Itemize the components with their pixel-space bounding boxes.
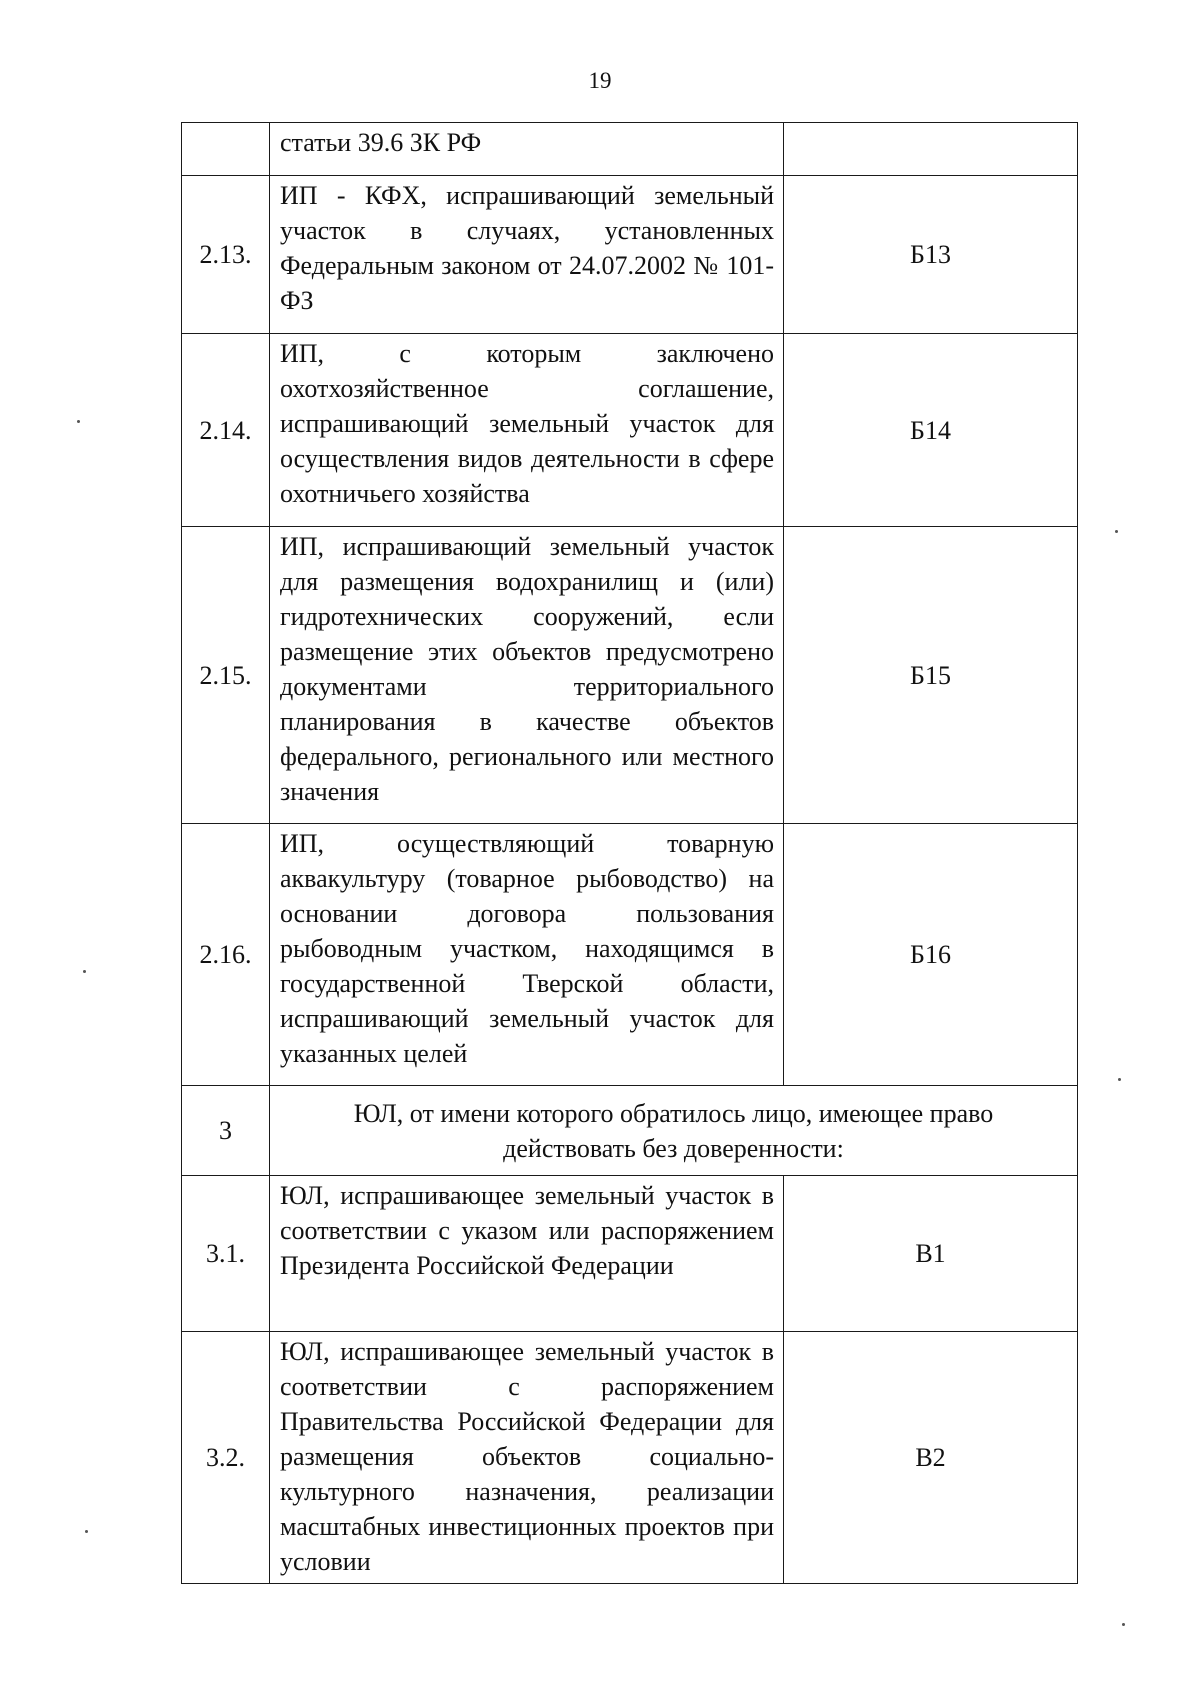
section-number: 3 (182, 1086, 270, 1176)
row-description-text: статьи 39.6 ЗК РФ (280, 128, 482, 157)
row-code: Б14 (784, 334, 1078, 527)
section-title: ЮЛ, от имени которого обратилось лицо, имеющее право действовать без доверенности: (270, 1086, 1078, 1176)
scan-speck (1118, 1078, 1121, 1081)
row-number: 2.16. (182, 824, 270, 1086)
row-number: 3.1. (182, 1176, 270, 1332)
table-row (182, 527, 1078, 824)
scan-speck (85, 1530, 88, 1533)
row-description-text: ИП - КФХ, испрашивающий земельный участок в случаях, установленных Федеральным законом от 24.07.2002 № 101-ФЗ (280, 181, 774, 315)
row-description (270, 334, 784, 527)
row-number: 3.2. (182, 1332, 270, 1584)
scan-speck (83, 970, 86, 973)
scan-speck (1122, 1623, 1125, 1626)
scan-speck (1115, 530, 1118, 533)
row-code: Б13 (784, 176, 1078, 334)
page-number: 19 (588, 68, 612, 93)
row-description (270, 123, 784, 176)
scan-speck (77, 420, 80, 423)
classification-table (181, 122, 1078, 1584)
table-row (182, 176, 1078, 334)
table-row-section (182, 1086, 1078, 1176)
table-row (182, 1176, 1078, 1332)
table-row (182, 334, 1078, 527)
row-description (270, 176, 784, 334)
row-code (784, 123, 1078, 176)
table-row (182, 1332, 1078, 1584)
row-number (182, 123, 270, 176)
row-code: В1 (784, 1176, 1078, 1332)
row-description-text: ИП, осуществляющий товарную аквакультуру (товарное рыбоводство) на основании договора пользования рыбоводным участком, находящимся в государственной Тверской области, испрашивающий земельный участок для указанных целей (280, 829, 774, 1068)
row-code: Б16 (784, 824, 1078, 1086)
row-description (270, 1332, 784, 1584)
row-description (270, 824, 784, 1086)
row-number: 2.14. (182, 334, 270, 527)
row-description-text: ЮЛ, испрашивающее земельный участок в соответствии с указом или распоряжением Президента Российской Федерации (280, 1181, 774, 1280)
row-description-text: ЮЛ, испрашивающее земельный участок в соответствии с распоряжением Правительства Российской Федерации для размещения объектов социально-культурного назначения, реализации масштабных инвестиционных проектов при условии (280, 1337, 774, 1576)
row-description (270, 1176, 784, 1332)
row-description-text: ИП, с которым заключено охотхозяйственное соглашение, испрашивающий земельный участок для осуществления видов деятельности в сфере охотничьего хозяйства (280, 339, 774, 508)
row-description-text: ИП, испрашивающий земельный участок для размещения водохранилищ и (или) гидротехнических сооружений, если размещение этих объектов предусмотрено документами территориального планирования в качестве объектов федерального, регионального или местного значения (280, 532, 774, 806)
row-code: Б15 (784, 527, 1078, 824)
row-number: 2.15. (182, 527, 270, 824)
row-code: В2 (784, 1332, 1078, 1584)
row-description (270, 527, 784, 824)
table-row (182, 824, 1078, 1086)
table-row (182, 123, 1078, 176)
row-number: 2.13. (182, 176, 270, 334)
